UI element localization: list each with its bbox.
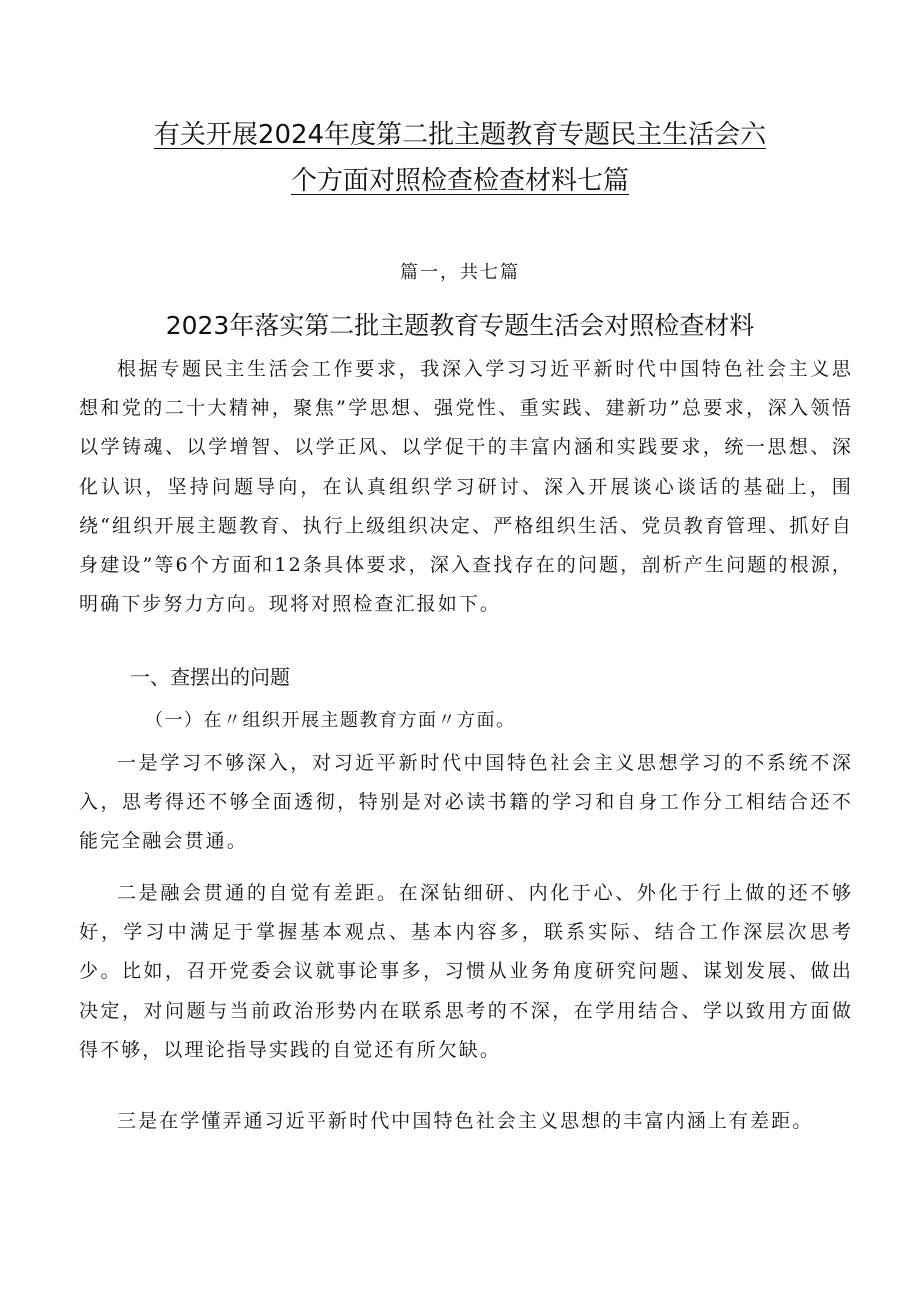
section-heading-problems: 一、查摆出的问题 xyxy=(130,665,290,689)
intro-paragraph: 根据专题民主生活会工作要求，我深入学习习近平新时代中国特色社会主义思想和党的二十大精神，聚焦”学思想、强党性、重实践、建新功”总要求，深入领悟以学铸魂、以学增智、以学正风、以学促干的丰富内涵和实践要求，统一思想、深化认识，坚持问题导向，在认真组织学习研讨、深入开展谈心谈话的基础上，围绕“组织开展主题教育、执行上级组织决定、严格组织生活、党员教育管理、抓好自身建设”等6个方面和12条具体要求，深入查找存在的问题，剖析产生问题的根源，明确下步努力方向。现将对照检查汇报如下。 xyxy=(79,358,853,616)
subsection-heading-1: （一）在〃组织开展主题教育方面〃方面。 xyxy=(145,710,516,731)
document-title xyxy=(120,112,800,204)
paragraph-point-2: 二是融会贯通的自觉有差距。在深钻细研、内化于心、外化于行上做的还不够好，学习中满足于掌握基本观点、基本内容多，联系实际、结合工作深层次思考少。比如，召开党委会议就事论事多，习惯从业务角度研究问题、谋划发展、做出决定，对问题与当前政治形势内在联系思考的不深，在学用结合、学以致用方面做得不够，以理论指导实践的自觉还有所欠缺。 xyxy=(79,882,853,1061)
document-title-line-2: 个方面对照检查检查材料七篇 xyxy=(290,166,629,196)
document-title-line-1: 有关开展2024年度第二批主题教育专题民主生活会六 xyxy=(153,120,767,150)
paragraph-point-3: 三是在学懂弄通习近平新时代中国特色社会主义思想的丰富内涵上有差距。 xyxy=(117,1110,814,1132)
paragraph-point-1: 一是学习不够深入，对习近平新时代中国特色社会主义思想学习的不系统不深入，思考得还不够全面透彻，特别是对必读书籍的学习和自身工作分工相结合还不能完全融会贯通。 xyxy=(79,752,853,853)
article-title: 2023年落实第二批主题教育专题生活会对照检查材料 xyxy=(165,311,755,340)
article-index-subtitle: 篇一，共七篇 xyxy=(400,262,520,283)
